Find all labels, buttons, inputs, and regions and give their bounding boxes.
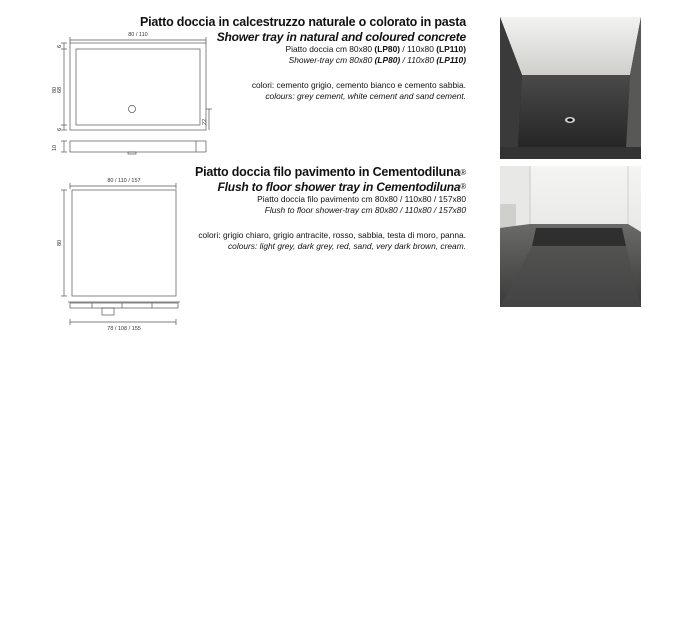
tray1-side-top-dimension: 6	[57, 44, 63, 48]
tray1-photo	[500, 17, 641, 159]
tray2-sizes-en: Flush to floor shower-tray cm 80x80 / 110x80 / 157x80	[264, 205, 466, 215]
tray1-description	[106, 15, 466, 102]
tray1-top-dimension: 80 / 110	[128, 32, 148, 38]
tray1-side-bottom-dimension: 6	[57, 127, 63, 131]
tray1-colors-en: colours: grey cement, white cement and sand cement.	[265, 91, 466, 101]
tray1-colors-it: colori: cemento grigio, cemento bianco e cemento sabbia.	[251, 80, 466, 90]
tray1-title-en: Shower tray in natural and coloured concrete	[216, 30, 466, 44]
tray1-sizes-en: Shower-tray cm 80x80 (LP80) / 110x80 (LP110)	[288, 55, 466, 65]
tray2-top-dimension: 80 / 110 / 157	[107, 178, 141, 184]
tray2-title-it: Piatto doccia filo pavimento in Cementodiluna®	[194, 165, 466, 179]
tray2-colors-en: colours: light grey, dark grey, red, sand, very dark brown, cream.	[227, 241, 466, 251]
tray1-height-dimension: 10	[52, 144, 58, 151]
tray1-side-outer-dimension: 80	[52, 86, 58, 93]
tray2-side-dimension: 80	[57, 239, 63, 246]
tray1-sizes-it: Piatto doccia cm 80x80 (LP80) / 110x80 (LP110)	[285, 44, 466, 54]
tray2-bottom-dimension: 78 / 108 / 155	[107, 326, 141, 332]
tray1-side-inner-dimension: 68	[57, 86, 63, 93]
tray2-colors-it: colori: grigio chiaro, grigio antracite, rosso, sabbia, testa di moro, panna.	[198, 230, 466, 240]
tray2-sizes-it: Piatto doccia filo pavimento cm 80x80 / 110x80 / 157x80	[257, 194, 466, 204]
tray1-title-it: Piatto doccia in calcestruzzo naturale o colorato in pasta	[140, 15, 466, 29]
tray2-description	[106, 165, 466, 252]
tray2-photo	[500, 166, 641, 307]
tray2-title-en: Flush to floor shower tray in Cementodiluna®	[217, 180, 466, 194]
tray1-right-dimension: 22	[202, 118, 208, 125]
